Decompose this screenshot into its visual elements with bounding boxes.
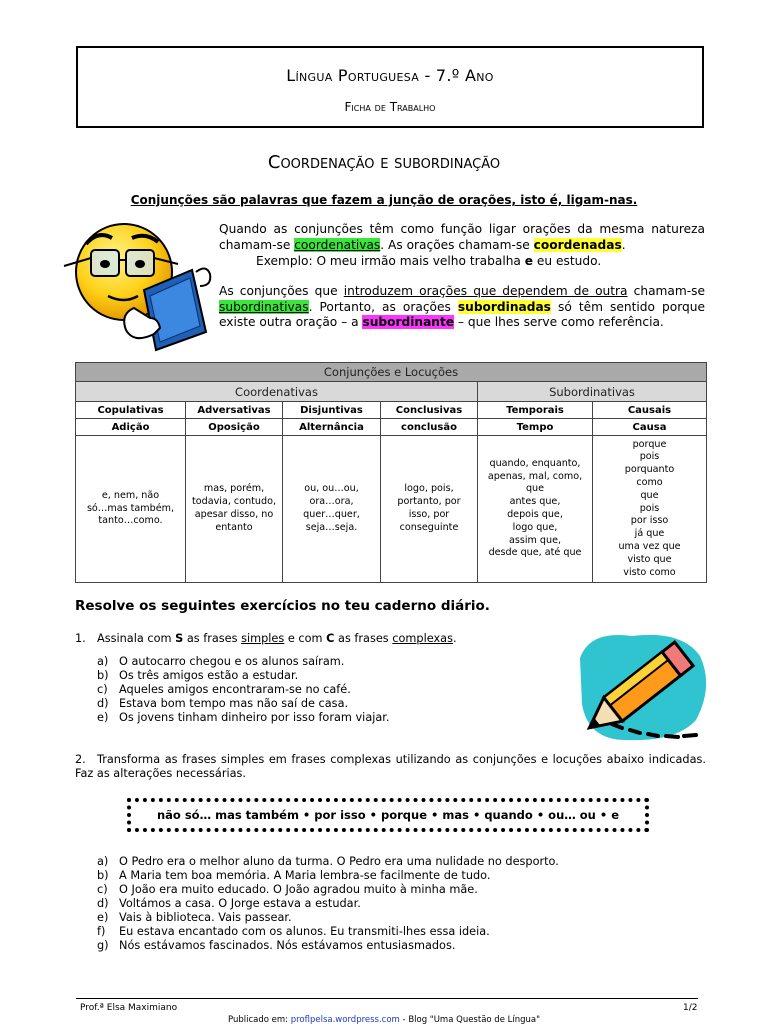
column-meaning: Causa	[593, 419, 707, 436]
item-label: a)	[97, 855, 109, 868]
item-label: e)	[97, 711, 109, 724]
conjunction-entry: logo, pois,	[404, 483, 454, 495]
list-item	[97, 711, 390, 725]
question-1-items	[97, 655, 390, 725]
conjunction-entry: pois	[639, 451, 660, 463]
group-coordenativas: Coordenativas	[76, 382, 478, 402]
conjunction-entry: mas, porém,	[203, 483, 265, 495]
conjunction-list-cell	[76, 436, 186, 583]
example-conjunction: e	[524, 254, 534, 268]
conjunction-entry: uma vez que	[618, 540, 681, 552]
list-item	[97, 855, 559, 869]
item-text: Aqueles amigos encontraram-se no café.	[119, 683, 351, 696]
column-header-disjuntivas: Disjuntivas	[283, 402, 381, 419]
highlight-coordenadas: coordenadas	[533, 237, 622, 252]
column-header-conclusivas: Conclusivas	[381, 402, 478, 419]
conjunction-list-cell	[381, 436, 478, 583]
list-item	[97, 697, 390, 711]
item-label: e)	[97, 911, 109, 924]
table-title: Conjunções e Locuções	[76, 363, 707, 382]
text-fragment: Quando as conjunções têm como função ligar orações da mesma natureza chamam-se	[219, 222, 705, 252]
text-fragment: .	[621, 237, 626, 252]
column-header-adversativas: Adversativas	[186, 402, 283, 419]
word-complexas: complexas	[392, 632, 453, 645]
conjunction-entry: antes que,	[509, 496, 561, 508]
column-meaning: Tempo	[478, 419, 593, 436]
item-text: O autocarro chegou e os alunos saíram.	[119, 655, 345, 668]
page-title: Coordenação e subordinação	[267, 152, 501, 173]
question-number: 1.	[75, 632, 86, 645]
item-text: Os três amigos estão a estudar.	[119, 669, 299, 682]
list-item	[97, 897, 559, 911]
underlined-definition: introduzem orações que dependem de outra	[343, 284, 628, 298]
footer-page-number: 1/2	[683, 1003, 698, 1013]
conjunction-entry: que	[525, 483, 545, 495]
highlight-subordinante: subordinante	[362, 315, 455, 329]
question-number: 2.	[75, 753, 86, 766]
list-item	[97, 939, 559, 953]
text-fragment: . As orações chamam-se	[380, 237, 534, 252]
blog-link[interactable]: proflpelsa.wordpress.com	[290, 1015, 400, 1025]
footer-author: Prof.ª Elsa Maximiano	[80, 1003, 178, 1013]
column-meaning: conclusão	[381, 419, 478, 436]
column-meaning: Oposição	[186, 419, 283, 436]
item-label: d)	[97, 897, 109, 910]
conjunction-entry: portanto, por	[397, 496, 461, 508]
conjunction-entry: pois	[639, 502, 660, 514]
conjunction-entry: apesar disso, no	[194, 509, 274, 520]
column-header-temporais: Temporais	[478, 402, 593, 419]
conjunction-entry: só…mas também,	[86, 502, 175, 514]
conjunction-entry: depois que,	[507, 509, 563, 520]
conjunction-entry: conseguinte	[399, 521, 459, 533]
item-label: d)	[97, 697, 109, 710]
list-item	[97, 925, 559, 939]
footer-divider	[76, 998, 698, 999]
text-fragment: as frases	[183, 632, 242, 645]
conjunction-entry: apenas, mal, como,	[487, 470, 583, 482]
sheet-type: Ficha de Trabalho	[344, 100, 436, 114]
conjunction-entry: quando, enquanto,	[489, 457, 581, 469]
list-item	[97, 683, 390, 697]
item-text: Os jovens tinham dinheiro por isso foram viajar.	[119, 711, 390, 724]
definition-subtitle: Conjunções são palavras que fazem a junção de orações, isto é, ligam-nas.	[130, 193, 638, 207]
text-fragment: e com	[284, 632, 327, 645]
conjunction-entry: seja…seja.	[305, 521, 358, 533]
text-fragment: Exemplo: O meu irmão mais velho trabalha	[256, 254, 525, 268]
conjunction-entry: ou, ou…ou,	[304, 483, 359, 495]
label-c: C	[326, 632, 335, 645]
worksheet-header-box	[76, 46, 704, 128]
item-text: Vais à biblioteca. Vais passear.	[119, 911, 292, 924]
text-fragment: .	[452, 632, 457, 645]
conjunction-entry: e, nem, não	[101, 489, 160, 501]
item-label: b)	[97, 669, 109, 682]
column-meaning: Adição	[76, 419, 186, 436]
item-text: Eu estava encantado com os alunos. Eu transmiti-lhes essa ideia.	[119, 925, 490, 938]
conjunction-list-cell	[478, 436, 593, 583]
conjunction-entry: já que	[634, 528, 665, 540]
example-line	[256, 254, 601, 268]
conjunction-entry: todavia, contudo,	[192, 496, 276, 508]
exercises-heading: Resolve os seguintes exercícios no teu caderno diário.	[75, 598, 490, 614]
column-header-causais: Causais	[593, 402, 707, 419]
conjunction-entry: ora…ora,	[309, 496, 354, 508]
subordination-paragraph	[219, 284, 705, 331]
conjunction-entry: quer…quer,	[303, 509, 360, 520]
highlight-subordinativas: subordinativas	[219, 299, 309, 314]
conjunctions-word-box: não só… mas também • por isso • porque • mas • quando • ou… ou • e	[127, 798, 649, 832]
question-text: Transforma as frases simples em frases complexas utilizando as conjunções e locuções abaixo indicadas. Faz as alterações necessárias.	[75, 753, 706, 780]
text-fragment: só têm sentido porque existe outra oração – a	[219, 299, 705, 329]
text-fragment: chamam-se	[627, 284, 706, 298]
item-label: b)	[97, 869, 109, 882]
conjunction-entry: por isso	[630, 515, 669, 527]
text-fragment: . Portanto, as orações	[308, 299, 458, 314]
conjunction-entry: visto que	[627, 553, 672, 565]
pencil-icon	[572, 628, 712, 746]
conjunction-entry: logo que,	[512, 521, 558, 533]
text-fragment: - Blog "Uma Questão de Língua"	[399, 1015, 541, 1025]
column-meaning: Alternância	[283, 419, 381, 436]
conjunction-entry: porque	[632, 438, 667, 450]
list-item	[97, 869, 559, 883]
list-item	[97, 911, 559, 925]
coordination-paragraph	[219, 222, 705, 253]
question-1	[75, 632, 457, 646]
conjunction-entry: que	[640, 489, 659, 501]
conjunction-entry: entanto	[215, 521, 253, 533]
question-2	[75, 753, 706, 781]
list-item	[97, 655, 390, 669]
item-label: a)	[97, 655, 109, 668]
item-text: O João era muito educado. O João agradou muito à minha mãe.	[119, 883, 478, 896]
text-fragment: Assinala com	[97, 632, 176, 645]
item-text: O Pedro era o melhor aluno da turma. O Pedro era uma nulidade no desporto.	[119, 855, 559, 868]
list-item	[97, 669, 390, 683]
conjunction-list-cell	[593, 436, 707, 583]
word-simples: simples	[241, 632, 285, 645]
subject-title: Língua Portuguesa - 7.º Ano	[286, 66, 494, 85]
conjunction-entry: tanto…como.	[98, 515, 163, 527]
item-text: Estava bom tempo mas não saí de casa.	[119, 697, 349, 710]
group-subordinativas: Subordinativas	[478, 382, 707, 402]
item-label: g)	[97, 939, 109, 952]
item-label: c)	[97, 883, 108, 896]
highlight-coordenativas: coordenativas	[294, 237, 381, 252]
conjunction-entry: como	[636, 477, 663, 488]
text-fragment: eu estudo.	[533, 254, 602, 268]
conjunction-entry: porquanto	[624, 464, 675, 476]
conjunction-entry: desde que, até que	[488, 547, 582, 559]
text-fragment: As conjunções que	[219, 284, 344, 298]
text-fragment: as frases	[334, 632, 393, 645]
highlight-subordinadas: subordinadas	[457, 299, 551, 314]
conjunction-list-cell	[283, 436, 381, 583]
list-item	[97, 883, 559, 897]
item-label: f)	[97, 925, 106, 938]
item-text: A Maria tem boa memória. A Maria lembra-se facilmente de tudo.	[119, 869, 491, 882]
item-label: c)	[97, 683, 108, 696]
text-fragment: – que lhes serve como referência.	[454, 315, 664, 329]
item-text: Nós estávamos fascinados. Nós estávamos entusiasmados.	[119, 939, 456, 952]
column-header-copulativas: Copulativas	[76, 402, 186, 419]
smiley-reading-book-icon	[58, 212, 216, 354]
question-2-items	[97, 855, 559, 953]
conjunction-entry: visto como	[623, 566, 676, 578]
conjunction-list-cell	[186, 436, 283, 583]
text-fragment: Publicado em:	[227, 1015, 291, 1025]
label-s: S	[175, 632, 184, 645]
conjunction-entry: isso, por	[408, 509, 450, 520]
conjunction-entry: assim que,	[508, 534, 562, 546]
conjunctions-table	[75, 362, 707, 583]
item-text: Voltámos a casa. O Jorge estava a estudar.	[119, 897, 361, 910]
